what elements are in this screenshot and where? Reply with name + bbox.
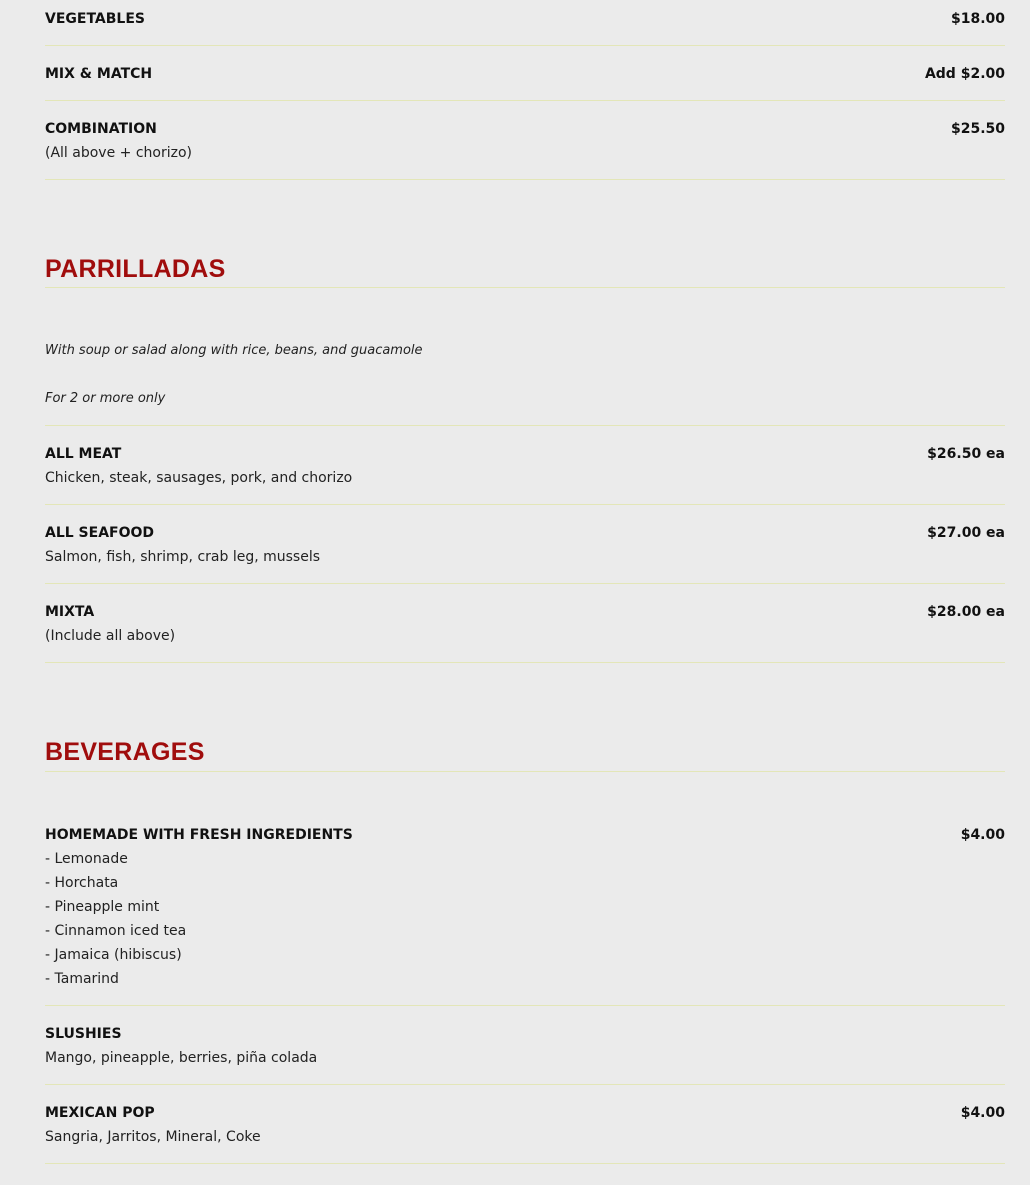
menu-item-price: $18.00 (950, 11, 1005, 27)
menu-item-option: - Horchata (45, 875, 119, 891)
menu-item-name: VEGETABLES (45, 11, 145, 27)
menu-item-name: ALL MEAT (45, 446, 122, 462)
menu-item-description: (Include all above) (45, 628, 176, 644)
menu-item-name: MIXTA (45, 604, 95, 620)
menu-item-description: Mango, pineapple, berries, piña colada (45, 1050, 318, 1066)
divider (45, 662, 1005, 663)
menu-item-description: Sangria, Jarritos, Mineral, Coke (45, 1129, 261, 1145)
divider (45, 583, 1005, 584)
divider (45, 1163, 1005, 1164)
menu-item-price: $25.50 (950, 121, 1005, 137)
menu-item-name: COMBINATION (45, 121, 157, 137)
menu-item-description: (All above + chorizo) (45, 145, 192, 161)
menu-item-price: $28.00 ea (927, 604, 1005, 620)
menu-item-price: Add $2.00 (924, 66, 1005, 82)
menu-item-description: Salmon, fish, shrimp, crab leg, mussels (45, 549, 321, 565)
section-note: With soup or salad along with rice, beans, and guacamole (45, 343, 423, 358)
divider (45, 425, 1005, 426)
menu-item-price: $27.00 ea (927, 525, 1005, 541)
menu-item-price: $4.00 (960, 827, 1005, 843)
menu-item-option: - Lemonade (45, 851, 128, 867)
menu-item-name: SLUSHIES (45, 1026, 122, 1042)
divider (45, 100, 1005, 101)
menu-item-price: $26.50 ea (927, 446, 1005, 462)
menu-item-price: $4.00 (960, 1105, 1005, 1121)
menu-item-option: - Cinnamon iced tea (45, 923, 187, 939)
menu-item-name: ALL SEAFOOD (45, 525, 155, 541)
menu-item-name: MIX & MATCH (45, 66, 153, 82)
divider (45, 1084, 1005, 1085)
divider (45, 1005, 1005, 1006)
divider (45, 179, 1005, 180)
divider (45, 45, 1005, 46)
section-divider (45, 771, 1005, 772)
section-title-parrilladas: PARRILLADAS (45, 255, 226, 283)
divider (45, 504, 1005, 505)
menu-item-name: MEXICAN POP (45, 1105, 155, 1121)
menu-item-name: HOMEMADE WITH FRESH INGREDIENTS (45, 827, 353, 843)
menu-item-description: Chicken, steak, sausages, pork, and chorizo (45, 470, 353, 486)
section-title-beverages: BEVERAGES (45, 738, 205, 766)
menu-item-option: - Jamaica (hibiscus) (45, 947, 182, 963)
section-divider (45, 287, 1005, 288)
section-note: For 2 or more only (45, 391, 166, 406)
menu-item-option: - Pineapple mint (45, 899, 160, 915)
menu-item-option: - Tamarind (45, 971, 119, 987)
